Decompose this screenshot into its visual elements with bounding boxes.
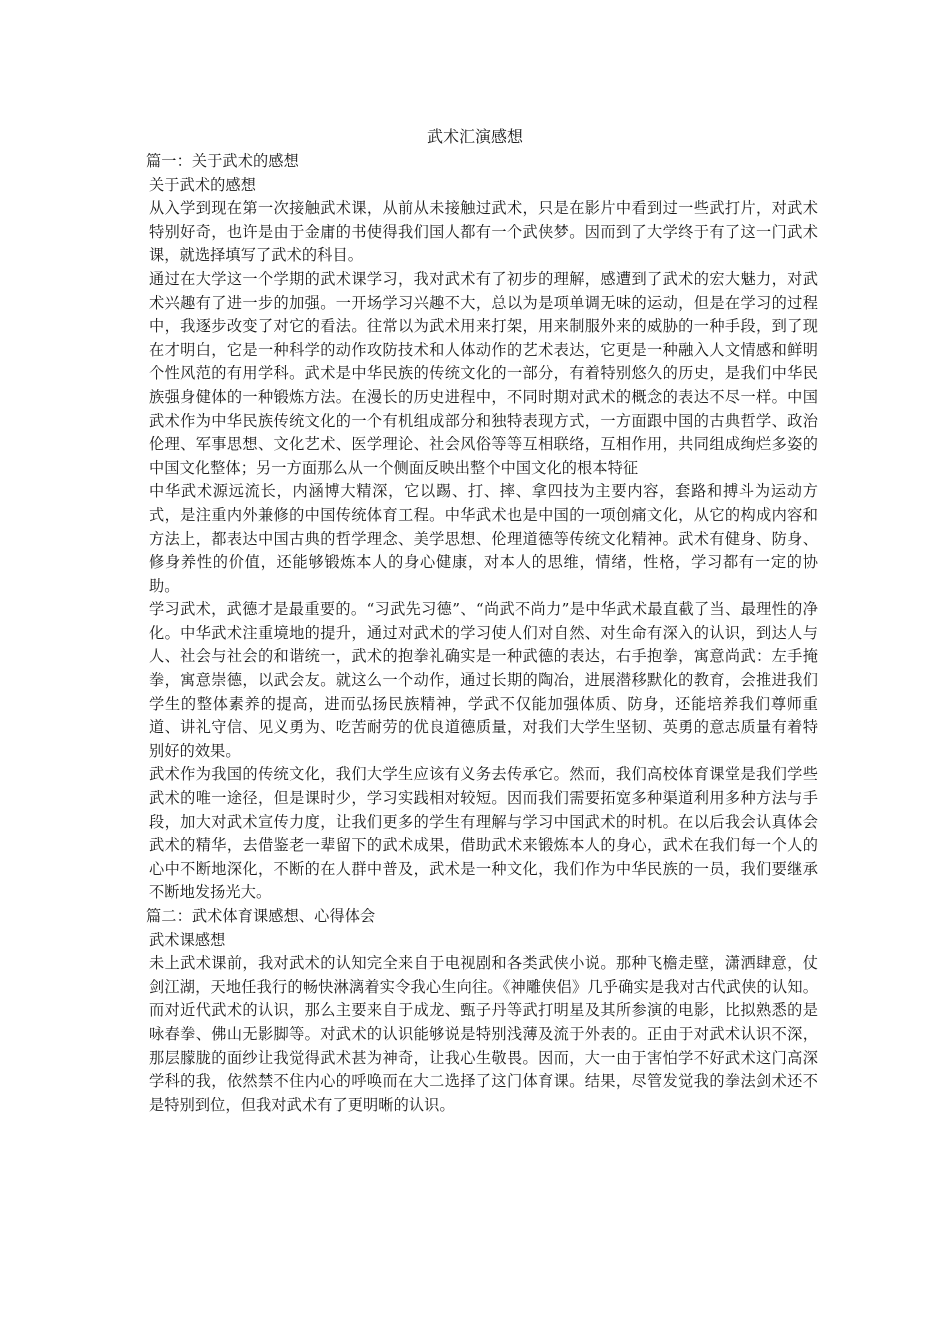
document-body (146, 150, 818, 1117)
section-1-paragraph-1: 从入学到现在第一次接触武术课，从前从未接触过武术，只是在影片中看到过一些武打片，对武术特别好奇，也许是由于金庸的书使得我们国人都有一个武侠梦。因而到了大学终于有了这一门武术课，就选择填写了武术的科目。 (149, 199, 818, 265)
section-1-paragraph-5: 武术作为我国的传统文化，我们大学生应该有义务去传承它。然而，我们高校体育课堂是我们学些武术的唯一途径，但是课时少，学习实践相对较短。因而我们需要拓宽多种渠道利用多种方法与手段，加大对武术宣传力度，让我们更多的学生有理解与学习中国武术的时机。在以后我会认真体会武术的精华，去借鉴老一辈留下的武术成果，借助武术来锻炼本人的身心，武术在我们每一个人的心中不断地深化，不断的在人群中普及，武术是一种文化，我们作为中华民族的一员，我们要继承不断地发扬光大。 (149, 765, 818, 902)
section-1-paragraph-2: 通过在大学这一个学期的武术课学习，我对武术有了初步的理解，感遭到了武术的宏大魅力，对武术兴趣有了进一步的加强。一开场学习兴趣不大，总以为是项单调无味的运动，但是在学习的过程中，我逐步改变了对它的看法。往常以为武术用来打架，用来制服外来的威胁的一种手段，到了现在才明白，它是一种科学的动作攻防技术和人体动作的艺术表达，它更是一种融入人文情感和鲜明个性风范的有用学科。武术是中华民族的传统文化的一部分，有着特别悠久的历史，是我们中华民族强身健体的一种锻炼方法。在漫长的历史进程中，不同时期对武术的概念的表达不尽一样。中国武术作为中华民族传统文化的一个有机组成部分和独特表现方式，一方面跟中国的古典哲学、政治伦理、军事思想、文化艺术、医学理论、社会风俗等等互相联络，互相作用，共同组成绚烂多姿的中国文化整体；另一方面那么从一个侧面反映出整个中国文化的根本特征 (149, 269, 818, 477)
section-1-paragraph-3: 中华武术源远流长，内涵博大精深，它以踢、打、摔、拿四技为主要内容，套路和搏斗为运动方式，是注重内外兼修的中国传统体育工程。中华武术也是中国的一项创痛文化，从它的构成内容和方法上，都表达中国古典的哲学理念、美学思想、伦理道德等传统文化精神。武术有健身、防身、修身养性的价值，还能够锻炼本人的身心健康，对本人的思维，情绪，性格，学习都有一定的协助。 (149, 482, 818, 595)
section-2-heading: 篇二：武术体育课感想、心得体会 (146, 907, 376, 925)
section-2-subheading: 武术课感想 (149, 930, 226, 949)
section-2-paragraph-1: 未上武术课前，我对武术的认知完全来自于电视剧和各类武侠小说。那种飞檐走壁，潇洒肆意，仗剑江湖，天地任我行的畅快淋漓着实令我心生向往。《神雕侠侣》几乎确实是我对古代武侠的认知。而对近代武术的认识，那么主要来自于成龙、甄子丹等武打明星及其所参演的电影，比拟熟悉的是咏春拳、佛山无影脚等。对武术的认识能够说是特别浅薄及流于外表的。正由于对武术认识不深，那层朦胧的面纱让我觉得武术甚为神奇，让我心生敬畏。因而，大一由于害怕学不好武术这门高深学科的我，依然禁不住内心的呼唤而在大二选择了这门体育课。结果，尽管发觉我的拳法剑术还不是特别到位，但我对武术有了更明晰的认识。 (149, 954, 818, 1114)
section-1-paragraph-4: 学习武术，武德才是最重要的。“习武先习德”、“尚武不尚力”是中华武术最直截了当、最理性的净化。中华武术注重境地的提升，通过对武术的学习使人们对自然、对生命有深入的认识，到达人与人、社会与社会的和谐统一，武术的抱拳礼确实是一种武德的表达，右手抱拳，寓意尚武：左手掩拳，寓意崇德，以武会友。就这么一个动作，通过长期的陶冶，进展潜移默化的教育，会推进我们学生的整体素养的提高，进而弘扬民族精神，学武不仅能加强体质、防身，还能培养我们尊师重道、讲礼守信、见义勇为、吃苦耐劳的优良道德质量，对我们大学生坚韧、英勇的意志质量有着特别好的效果。 (149, 600, 818, 760)
section-1-subheading: 关于武术的感想 (149, 175, 257, 194)
document-title: 武术汇演感想 (426, 127, 523, 146)
section-1-heading: 篇一：关于武术的感想 (146, 152, 299, 170)
